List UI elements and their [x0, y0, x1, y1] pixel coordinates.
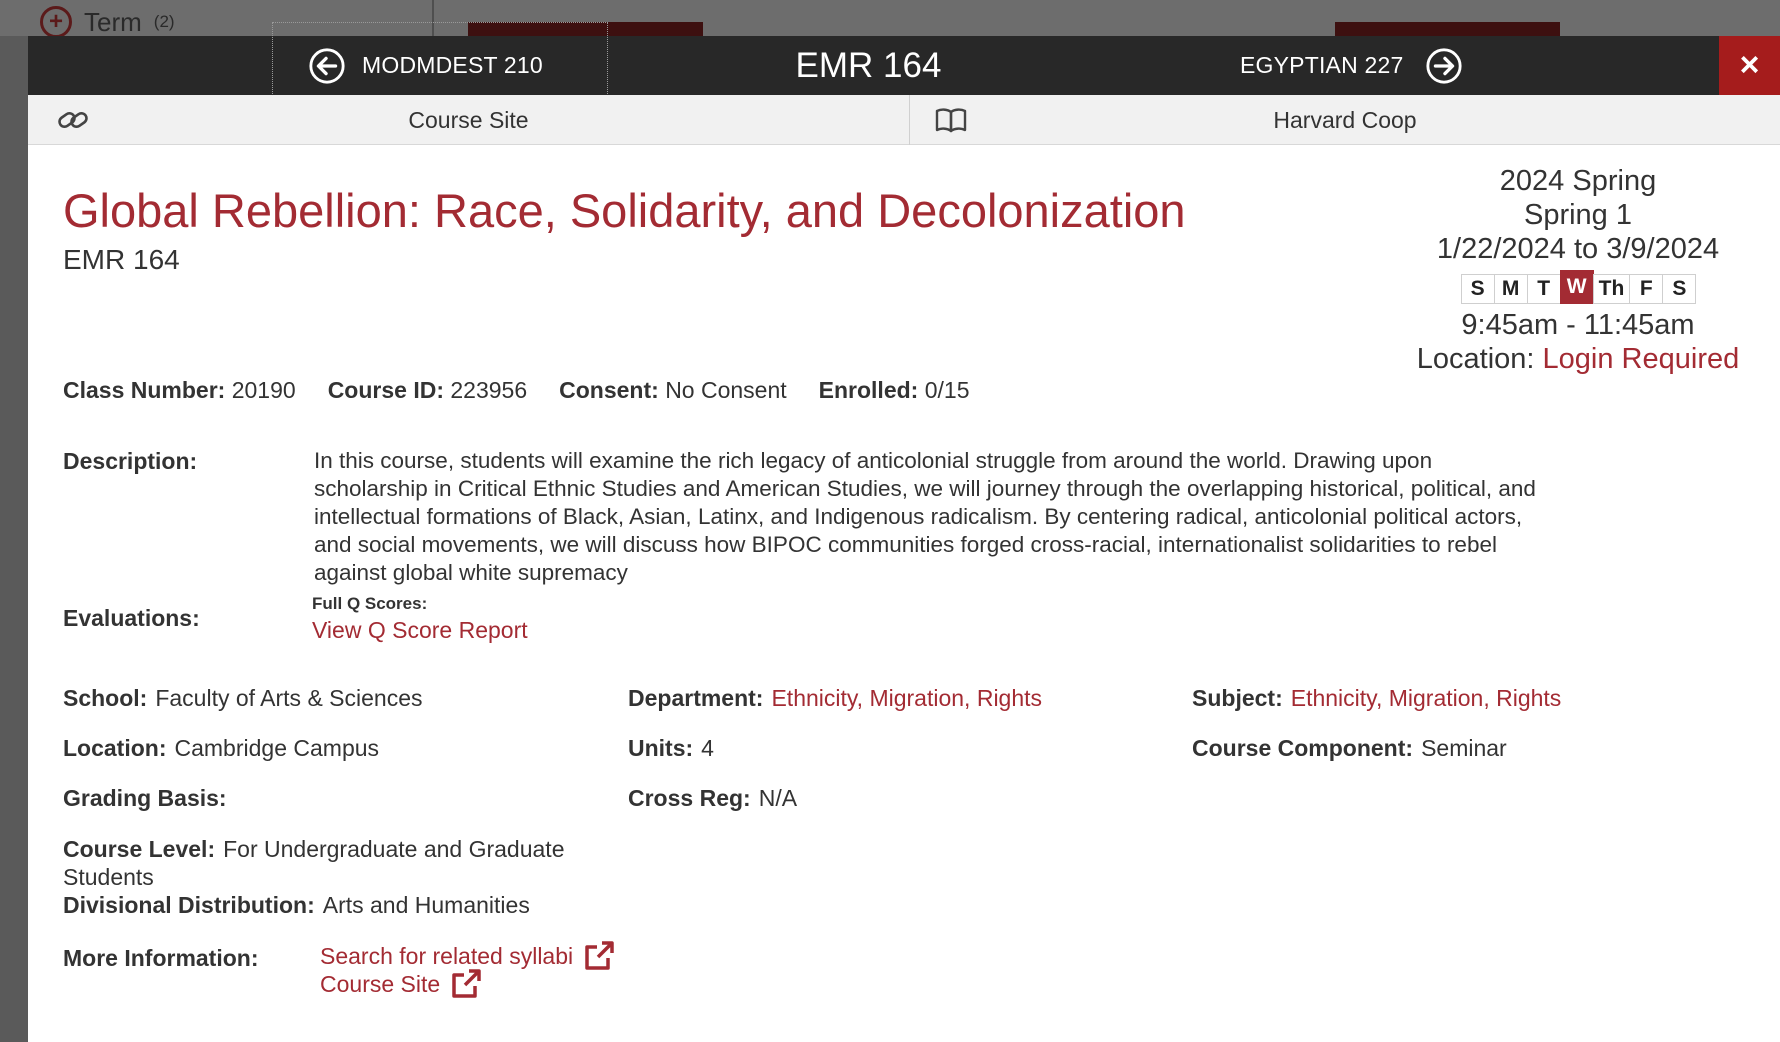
next-course-label: EGYPTIAN 227 — [1240, 52, 1404, 78]
course-level-field — [63, 835, 565, 919]
cross-reg-field — [628, 785, 797, 812]
meeting-location — [1413, 342, 1743, 376]
divisional-label: Divisional Distribution: — [63, 892, 315, 918]
location-label: Location: — [63, 735, 167, 761]
location-value: Cambridge Campus — [174, 735, 380, 761]
subject-label: Subject: — [1192, 685, 1283, 711]
background-button-1 — [468, 22, 703, 36]
related-syllabi-link[interactable] — [320, 941, 615, 971]
external-link-icon — [450, 969, 482, 999]
school-label: School: — [63, 685, 148, 711]
day-saturday: S — [1662, 274, 1696, 304]
meeting-time: 9:45am - 11:45am — [1461, 309, 1695, 341]
course-site-tab[interactable] — [28, 95, 910, 145]
course-level-label: Course Level: — [63, 836, 216, 862]
description-label: Description: — [63, 448, 198, 474]
schedule-box — [1413, 164, 1743, 376]
day-monday: M — [1494, 274, 1528, 304]
background-term-filter — [40, 6, 175, 38]
day-sunday: S — [1461, 274, 1495, 304]
cross-reg-label: Cross Reg: — [628, 785, 751, 811]
department-label: Department: — [628, 685, 764, 711]
course-modal — [28, 36, 1780, 1042]
units-value: 4 — [701, 735, 714, 761]
course-meta-row — [63, 377, 969, 404]
course-level-value: For Undergraduate and Graduate — [223, 836, 565, 862]
enrolled — [819, 377, 970, 404]
divisional-value: Arts and Humanities — [322, 892, 530, 918]
day-tuesday: T — [1527, 274, 1561, 304]
course-link-bar — [28, 95, 1780, 145]
cross-reg-value: N/A — [758, 785, 798, 811]
day-thursday: Th — [1593, 274, 1631, 304]
consent-value: No Consent — [665, 377, 787, 403]
course-id — [328, 377, 527, 404]
units-field — [628, 735, 714, 762]
term-session: Spring 1 — [1523, 199, 1632, 231]
plus-circle-icon: + — [40, 6, 72, 38]
meeting-days — [1413, 274, 1743, 304]
school-value: Faculty of Arts & Sciences — [155, 685, 423, 711]
class-number-label: Class Number: — [63, 377, 226, 403]
background-divider — [432, 0, 434, 36]
related-syllabi-label: Search for related syllabi — [320, 942, 574, 969]
day-friday: F — [1629, 274, 1663, 304]
book-icon — [934, 105, 968, 135]
course-site-tab-label: Course Site — [408, 106, 529, 133]
location-field — [63, 735, 379, 762]
consent-label: Consent: — [559, 377, 659, 403]
day-wednesday: W — [1560, 270, 1594, 304]
background-term-count: (2) — [153, 12, 175, 31]
login-required-link[interactable]: Login Required — [1542, 343, 1740, 375]
component-value: Seminar — [1421, 735, 1507, 761]
class-number-value: 20190 — [231, 377, 296, 403]
close-button[interactable]: × — [1719, 36, 1780, 95]
department-field — [628, 685, 1042, 712]
department-link[interactable]: Ethnicity, Migration, Rights — [771, 685, 1043, 711]
q-score-report-link[interactable]: View Q Score Report — [312, 617, 528, 643]
arrow-right-circle-icon — [1425, 47, 1463, 85]
external-link-icon — [583, 941, 615, 971]
term-year: 2024 Spring — [1499, 165, 1657, 197]
background-button-2 — [1335, 22, 1560, 36]
class-number — [63, 377, 296, 404]
course-id-value: 223956 — [450, 377, 528, 403]
q-scores-label: Full Q Scores: — [312, 594, 428, 613]
course-id-label: Course ID: — [327, 377, 444, 403]
units-label: Units: — [628, 735, 694, 761]
enrolled-label: Enrolled: — [818, 377, 919, 403]
harvard-coop-tab-label: Harvard Coop — [1273, 106, 1417, 133]
subject-link[interactable]: Ethnicity, Migration, Rights — [1290, 685, 1562, 711]
course-site-link-label: Course Site — [320, 970, 441, 997]
school-field — [63, 685, 423, 712]
subject-field — [1192, 685, 1561, 712]
component-field — [1192, 735, 1507, 762]
course-level-value-cont: Students — [63, 864, 154, 890]
grading-basis-label: Grading Basis: — [63, 785, 227, 811]
course-title: Global Rebellion: Race, Solidarity, and Decolonization — [63, 184, 1186, 237]
course-code: EMR 164 — [63, 244, 180, 275]
term-dates: 1/22/2024 to 3/9/2024 — [1436, 233, 1720, 265]
grading-basis-field — [63, 785, 235, 812]
previous-course-label: MODMDEST 210 — [362, 52, 543, 78]
component-label: Course Component: — [1192, 735, 1414, 761]
link-icon — [56, 105, 90, 135]
more-info-label: More Information: — [63, 945, 259, 971]
modal-header — [28, 36, 1780, 95]
consent — [559, 377, 787, 404]
evaluations-label: Evaluations: — [63, 605, 200, 631]
course-site-link[interactable] — [320, 969, 482, 999]
next-course-button[interactable] — [1240, 36, 1463, 95]
background-term-label: Term — [84, 6, 142, 37]
description-text: In this course, students will examine the rich legacy of anticolonial struggle from around the world. Drawing upon scholarship in Critical Ethnic Studies and American Studies, we will journey through the overlapping historical, political, and intellectual formations of Black, Asian, Latinx, and Indigenous radicalism. By centering radical, anticolonial political actors, and social movements, we will discuss how BIPOC communities forged cross-racial, internationalist solidarities to rebel against global white supremacy — [314, 448, 1536, 585]
meeting-location-label: Location: — [1416, 343, 1535, 375]
modal-title: EMR 164 — [795, 46, 942, 85]
harvard-coop-tab[interactable] — [910, 95, 1780, 145]
enrolled-value: 0/15 — [924, 377, 970, 403]
